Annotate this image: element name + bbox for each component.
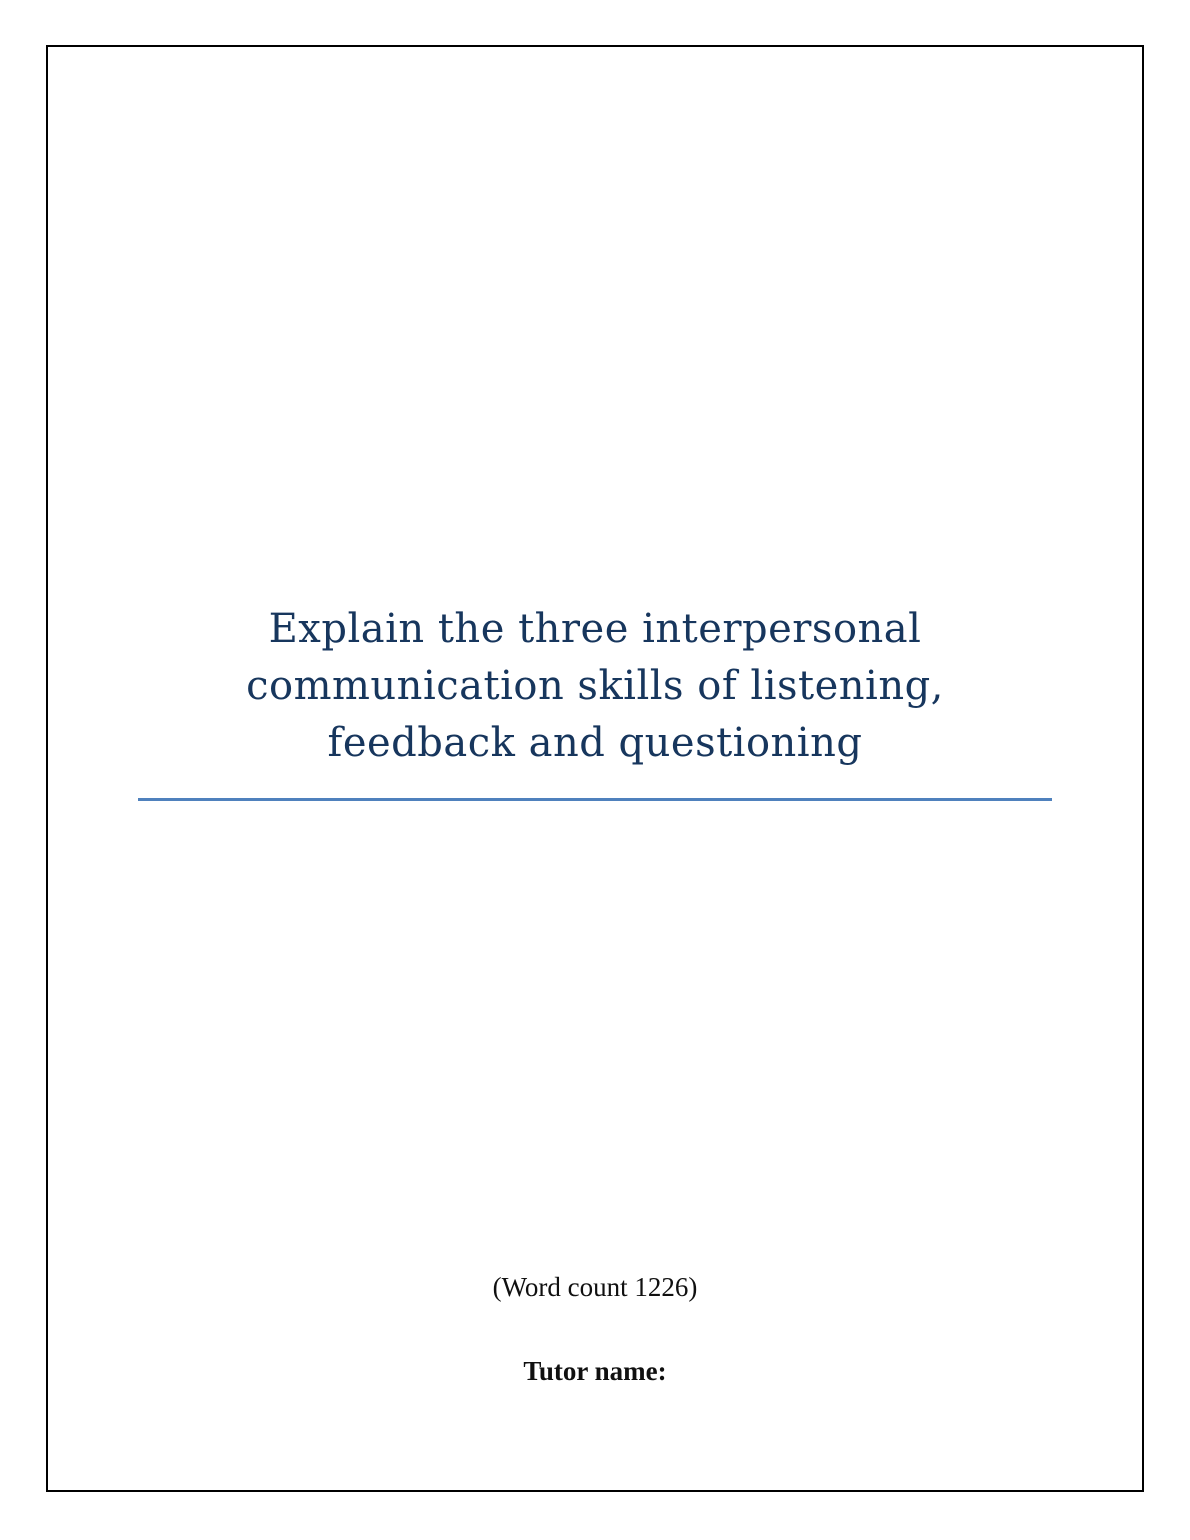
title-line-2: communication skills of listening, <box>246 663 944 709</box>
tutor-name-label: Tutor name: <box>523 1356 667 1386</box>
document-title <box>0 601 1190 772</box>
title-line-1: Explain the three interpersonal <box>268 606 922 652</box>
title-underline-rule <box>138 798 1052 801</box>
title-line-3: feedback and questioning <box>327 720 863 766</box>
word-count-note: (Word count 1226) <box>492 1272 698 1302</box>
